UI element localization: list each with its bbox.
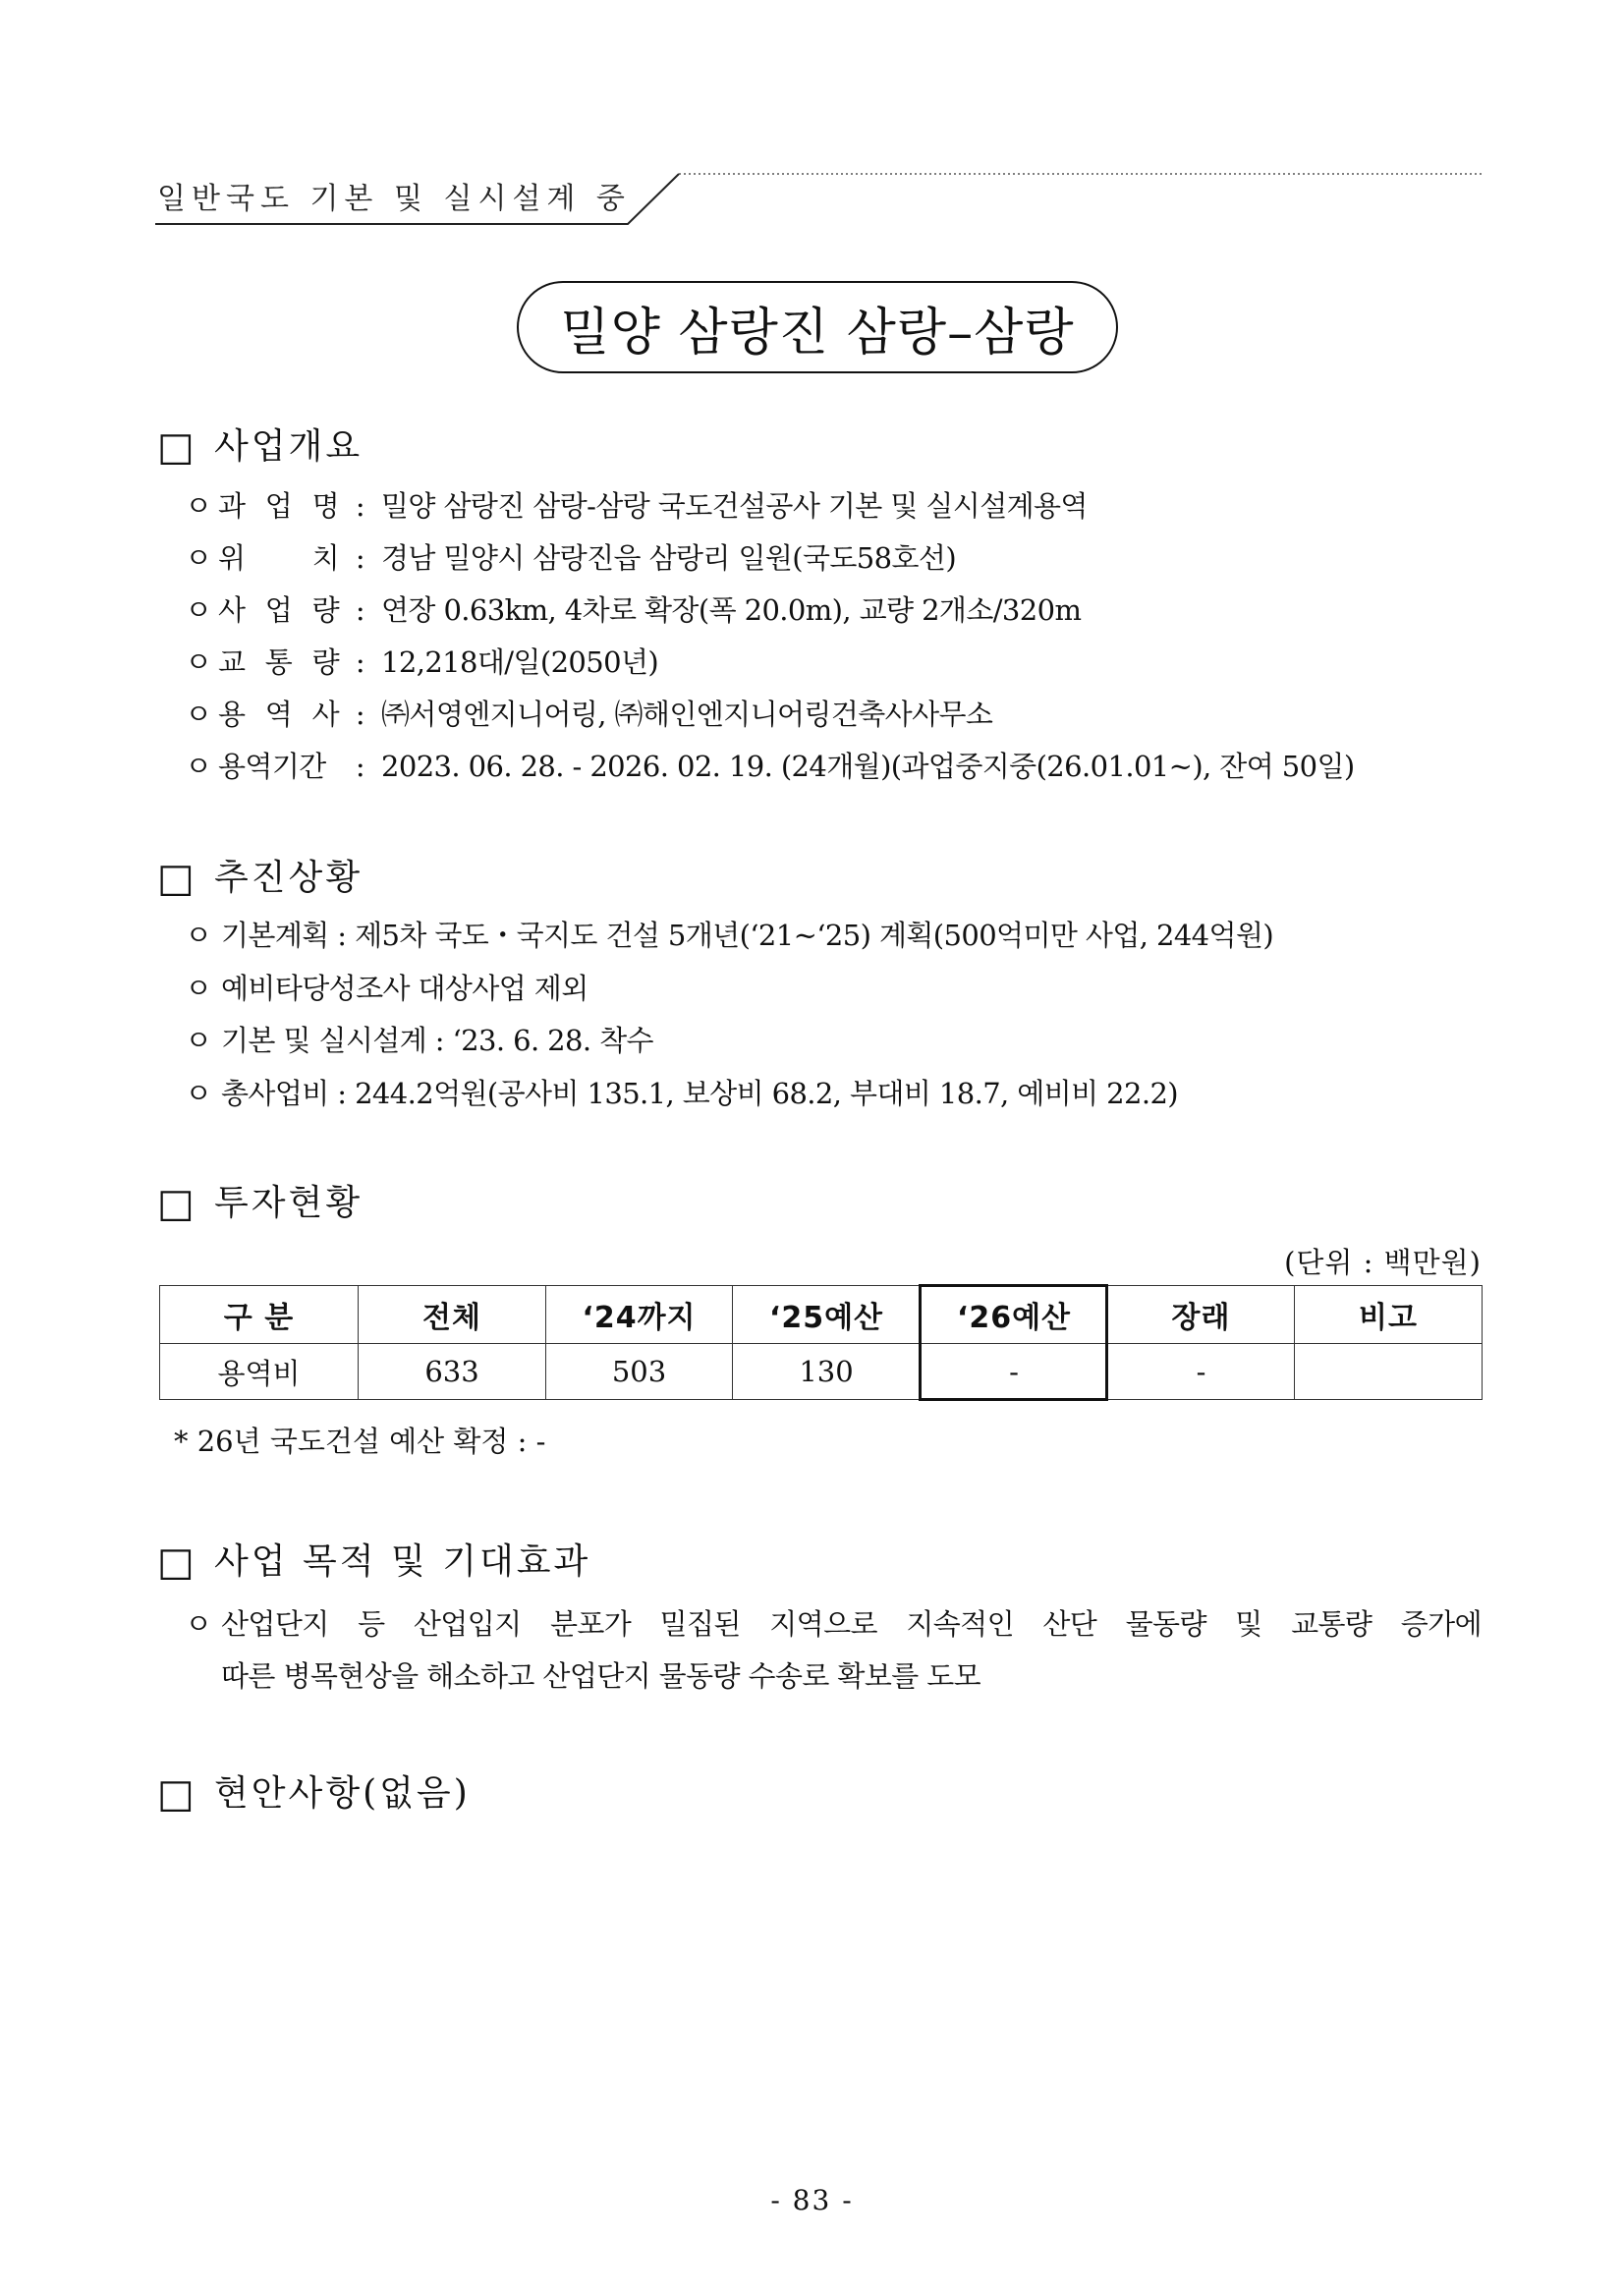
table-cell: 633 — [359, 1344, 546, 1400]
column-header: 전체 — [359, 1286, 546, 1344]
purpose-list — [185, 1598, 1482, 1703]
item-label: 과 업 명 — [218, 489, 339, 523]
item-value: 경남 밀양시 삼랑진읍 삼랑리 일원(국도58호선) — [381, 541, 957, 575]
header-rule — [152, 167, 1488, 228]
project-title-box — [517, 281, 1118, 373]
table-cell: - — [1108, 1344, 1295, 1400]
item-value: 2023. 06. 28. - 2026. 02. 19. (24개월)(과업중지중(26.01.01~), 잔여 50일) — [381, 750, 1355, 783]
list-item — [185, 1015, 1273, 1068]
table-cell: 용역비 — [160, 1344, 359, 1400]
item-separator: : — [355, 593, 365, 627]
overview-item-location — [185, 532, 1355, 585]
section-heading-text: 추진상황 — [214, 858, 364, 898]
square-bullet-icon: □ — [157, 1181, 195, 1226]
table-row — [160, 1344, 1483, 1400]
item-separator: : — [355, 645, 365, 679]
item-separator: : — [355, 750, 365, 783]
square-bullet-icon: □ — [157, 1771, 195, 1817]
item-value: 연장 0.63km, 4차로 확장(폭 20.0m), 교량 2개소/320m — [381, 593, 1082, 627]
unit-label: (단위 : 백만원) — [1284, 1246, 1482, 1279]
circle-bullet-icon: ㅇ — [185, 919, 212, 952]
section-heading-text: 투자현황 — [214, 1183, 364, 1223]
section-heading-progress — [157, 854, 363, 903]
section-heading-text: 사업개요 — [214, 426, 364, 467]
budget-note: * 26년 국도건설 예산 확정 : - — [174, 1425, 546, 1458]
table-cell — [1295, 1344, 1483, 1400]
item-separator: : — [355, 698, 365, 731]
investment-table — [159, 1285, 1483, 1400]
column-header: 장래 — [1108, 1286, 1295, 1344]
item-value: 12,218대/일(2050년) — [381, 645, 659, 679]
column-header: 비고 — [1295, 1286, 1483, 1344]
table-cell: - — [921, 1344, 1108, 1400]
section-heading-purpose — [157, 1538, 590, 1587]
column-header: ‘25예산 — [733, 1286, 921, 1344]
section-heading-text: 사업 목적 및 기대효과 — [214, 1541, 591, 1582]
section-heading-issues — [157, 1769, 471, 1819]
circle-bullet-icon: ㅇ — [185, 593, 212, 627]
square-bullet-icon: □ — [157, 424, 195, 470]
list-item-text: 기본계획 : 제5차 국도・국지도 건설 5개년(‘21~‘25) 계획(500억미만 사업, 244억원) — [221, 919, 1274, 952]
column-header: 구 분 — [160, 1286, 359, 1344]
column-header: ‘26예산 — [921, 1286, 1108, 1344]
circle-bullet-icon: ㅇ — [185, 1024, 212, 1057]
circle-bullet-icon: ㅇ — [185, 1607, 212, 1641]
table-header-row — [160, 1286, 1483, 1344]
project-title: 밀양 삼랑진 삼랑–삼랑 — [560, 303, 1075, 363]
item-label: 교 통 량 — [218, 645, 339, 679]
list-item-line: 따른 병목현상을 해소하고 산업단지 물동량 수송로 확보를 도모 — [221, 1659, 981, 1693]
square-bullet-icon: □ — [157, 1540, 195, 1585]
list-item — [185, 910, 1273, 963]
progress-list — [185, 910, 1273, 1120]
circle-bullet-icon: ㅇ — [185, 645, 212, 679]
item-label: 용 역 사 — [218, 698, 339, 731]
list-item — [185, 963, 1273, 1016]
item-label: 용역기간 — [218, 750, 326, 783]
list-item-text: 총사업비 : 244.2억원(공사비 135.1, 보상비 68.2, 부대비 18.7, 예비비 22.2) — [221, 1076, 1179, 1110]
item-separator: : — [355, 541, 365, 575]
table-cell: 130 — [733, 1344, 921, 1400]
circle-bullet-icon: ㅇ — [185, 541, 212, 575]
list-item-text: 기본 및 실시설계 : ‘23. 6. 28. 착수 — [221, 1024, 653, 1057]
circle-bullet-icon: ㅇ — [185, 489, 212, 523]
overview-item-period — [185, 741, 1355, 793]
section-heading-text: 현안사항(없음) — [214, 1773, 471, 1814]
circle-bullet-icon: ㅇ — [185, 698, 212, 731]
overview-item-contractor — [185, 689, 1355, 741]
list-item-text: 예비타당성조사 대상사업 제외 — [221, 971, 588, 1005]
circle-bullet-icon: ㅇ — [185, 1076, 212, 1110]
square-bullet-icon: □ — [157, 856, 195, 901]
investment-table-wrap — [159, 1285, 1482, 1400]
item-label: 사 업 량 — [218, 593, 339, 627]
item-separator: : — [355, 489, 365, 523]
item-label: 위 치 — [218, 541, 339, 575]
section-heading-overview — [157, 422, 363, 472]
item-value: ㈜서영엔지니어링, ㈜해인엔지니어링건축사사무소 — [381, 698, 993, 731]
overview-item-traffic — [185, 637, 1355, 689]
table-cell: 503 — [546, 1344, 733, 1400]
list-item — [185, 1598, 1482, 1703]
running-title: 일반국도 기본 및 실시설계 중 — [157, 182, 631, 216]
column-header: ‘24까지 — [546, 1286, 733, 1344]
page-number: - 83 - — [770, 2184, 854, 2216]
section-heading-investment — [157, 1179, 363, 1228]
overview-item-scope — [185, 585, 1355, 637]
list-item-line: 산업단지 등 산업입지 분포가 밀집된 지역으로 지속적인 산단 물동량 및 교통량 증가에 — [221, 1607, 1482, 1641]
list-item-text — [221, 1598, 1482, 1703]
overview-item-task-name — [185, 480, 1355, 532]
circle-bullet-icon: ㅇ — [185, 971, 212, 1005]
circle-bullet-icon: ㅇ — [185, 750, 212, 783]
list-item — [185, 1068, 1273, 1121]
item-value: 밀양 삼랑진 삼랑-삼랑 국도건설공사 기본 및 실시설계용역 — [381, 489, 1088, 523]
overview-list — [185, 480, 1355, 793]
